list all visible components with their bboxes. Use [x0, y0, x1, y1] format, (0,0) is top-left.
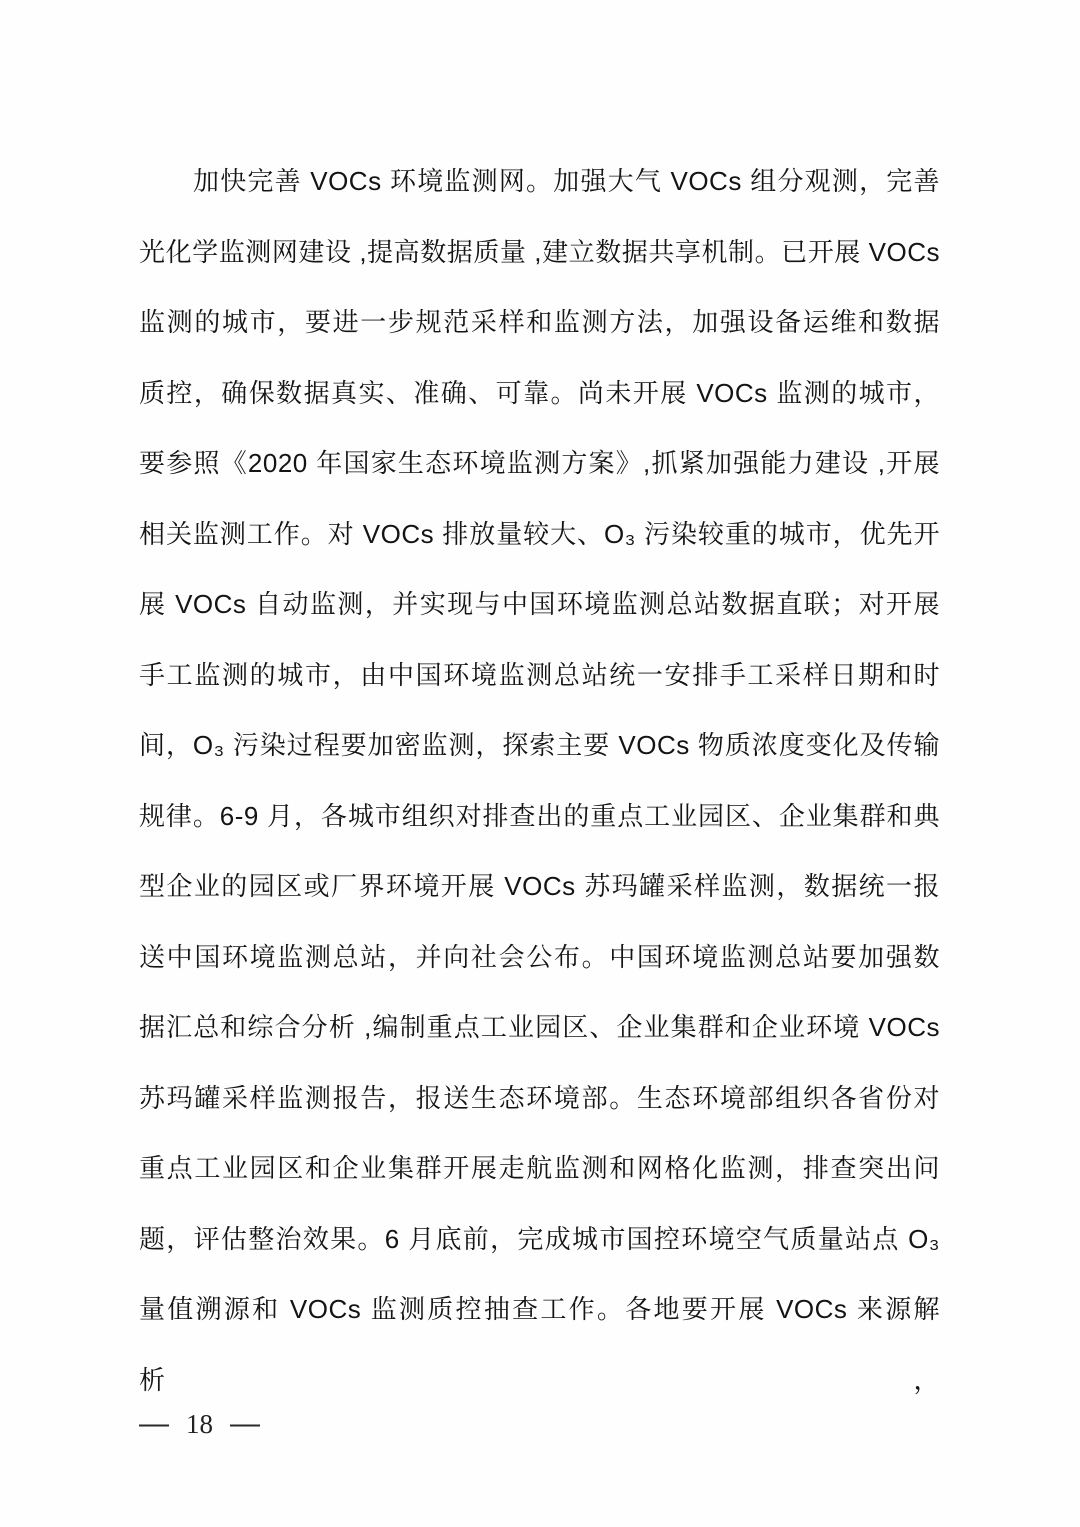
paragraph-line: 质控，确保数据真实、准确、可靠。尚未开展 VOCs 监测的城市， — [139, 377, 940, 408]
paragraph-line: 量值溯源和 VOCs 监测质控抽查工作。各地要开展 VOCs 来源解析， — [139, 1294, 940, 1395]
paragraph-line: 相关监测工作。对 VOCs 排放量较大、O₃ 污染较重的城市，优先开 — [139, 518, 940, 549]
paragraph-line: 据汇总和综合分析 ,编制重点工业园区、企业集群和企业环境 VOCs — [139, 1012, 940, 1042]
footer-dash-right: — — [230, 1407, 260, 1440]
paragraph-line: 间，O₃ 污染过程要加密监测，探索主要 VOCs 物质浓度变化及传输 — [139, 730, 940, 760]
footer-dash-left: — — [139, 1407, 169, 1440]
paragraph-line: 手工监测的城市，由中国环境监测总站统一安排手工采样日期和时 — [139, 659, 940, 690]
paragraph-line: 光化学监测网建设 ,提高数据质量 ,建立数据共享机制。已开展 VOCs — [139, 236, 940, 267]
page-number: 18 — [186, 1409, 213, 1439]
paragraph-line: 监测的城市，要进一步规范采样和监测方法，加强设备运维和数据 — [139, 307, 940, 337]
body-text — [139, 146, 940, 1395]
paragraph-line: 规律。6-9 月，各城市组织对排查出的重点工业园区、企业集群和典 — [139, 800, 940, 831]
paragraph-line: 苏玛罐采样监测报告，报送生态环境部。生态环境部组织各省份对 — [139, 1082, 940, 1113]
paragraph-line: 重点工业园区和企业集群开展走航监测和网格化监测，排查突出问 — [139, 1153, 940, 1183]
paragraph-line: 题，评估整治效果。6 月底前，完成城市国控环境空气质量站点 O₃ — [139, 1223, 940, 1254]
paragraph-line: 型企业的园区或厂界环境开展 VOCs 苏玛罐采样监测，数据统一报 — [139, 871, 940, 901]
page-footer — [139, 1402, 260, 1446]
paragraph-line: 展 VOCs 自动监测，并实现与中国环境监测总站数据直联；对开展 — [139, 589, 940, 619]
paragraph-line: 加快完善 VOCs 环境监测网。加强大气 VOCs 组分观测，完善 — [193, 166, 940, 196]
paragraph-line: 要参照《2020 年国家生态环境监测方案》,抓紧加强能力建设 ,开展 — [139, 448, 940, 478]
paragraph-line: 送中国环境监测总站，并向社会公布。中国环境监测总站要加强数 — [139, 941, 940, 972]
